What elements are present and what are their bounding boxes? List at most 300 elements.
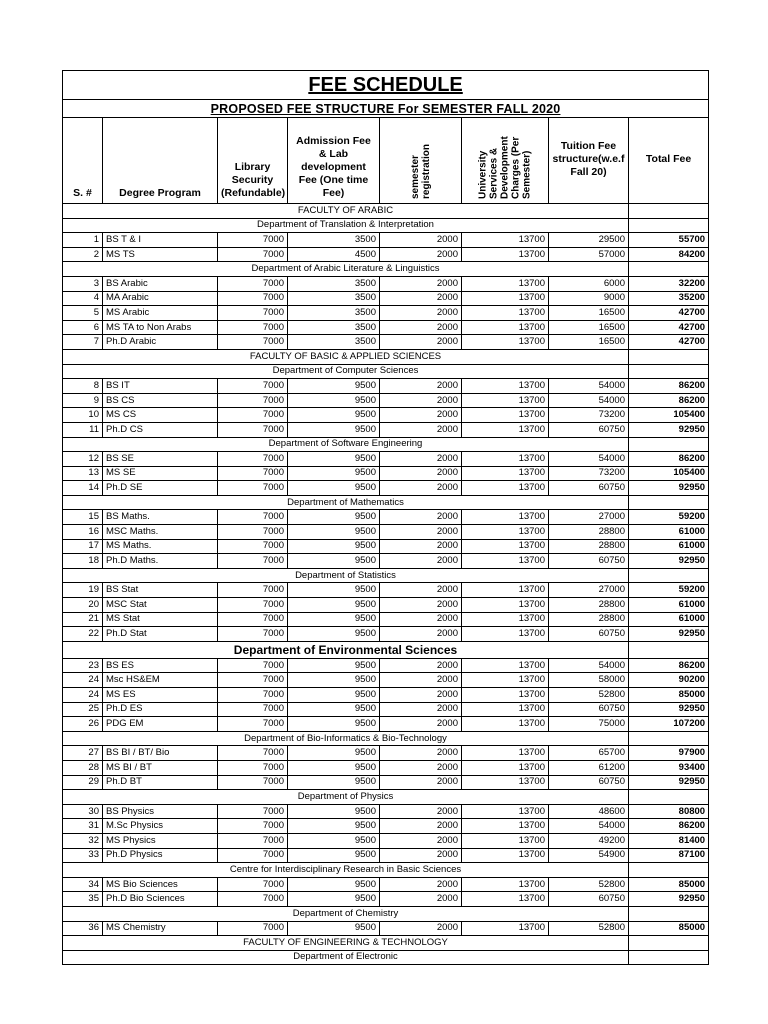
admission-cell: 9500 — [288, 717, 380, 732]
section-empty-cell — [629, 790, 709, 805]
sn-cell: 21 — [63, 612, 103, 627]
program-cell: Ph.D Physics — [103, 848, 218, 863]
program-cell: Ph.D ES — [103, 702, 218, 717]
sn-cell: 20 — [63, 598, 103, 613]
library-cell: 7000 — [218, 746, 288, 761]
total-cell: 92950 — [629, 627, 709, 642]
header-services-text: University Services & Development Charges (Per Semester) — [477, 136, 533, 199]
total-cell: 92950 — [629, 892, 709, 907]
program-cell: Ph.D BT — [103, 775, 218, 790]
total-cell: 107200 — [629, 717, 709, 732]
section-header-row — [63, 437, 709, 452]
sn-cell: 30 — [63, 804, 103, 819]
services-cell: 13700 — [462, 554, 549, 569]
admission-cell: 9500 — [288, 819, 380, 834]
section-header-row — [63, 863, 709, 878]
table-row — [63, 583, 709, 598]
library-cell: 7000 — [218, 658, 288, 673]
registration-cell: 2000 — [380, 481, 462, 496]
table-row — [63, 306, 709, 321]
sn-cell: 26 — [63, 717, 103, 732]
program-cell: MS CS — [103, 408, 218, 423]
library-cell: 7000 — [218, 775, 288, 790]
admission-cell: 9500 — [288, 892, 380, 907]
tuition-cell: 27000 — [549, 583, 629, 598]
library-cell: 7000 — [218, 320, 288, 335]
library-cell: 7000 — [218, 335, 288, 350]
program-cell: MS SE — [103, 466, 218, 481]
admission-cell: 9500 — [288, 422, 380, 437]
tuition-cell: 60750 — [549, 554, 629, 569]
admission-cell: 9500 — [288, 760, 380, 775]
header-admission: Admission Fee & Lab development Fee (One time Fee) — [288, 118, 380, 204]
table-row — [63, 673, 709, 688]
library-cell: 7000 — [218, 804, 288, 819]
program-cell: BS T & I — [103, 233, 218, 248]
total-cell: 42700 — [629, 320, 709, 335]
registration-cell: 2000 — [380, 673, 462, 688]
admission-cell: 9500 — [288, 746, 380, 761]
section-header-row — [63, 568, 709, 583]
section-title: FACULTY OF BASIC & APPLIED SCIENCES — [63, 349, 629, 364]
registration-cell: 2000 — [380, 379, 462, 394]
title-row — [63, 71, 709, 100]
library-cell: 7000 — [218, 393, 288, 408]
services-cell: 13700 — [462, 525, 549, 540]
tuition-cell: 58000 — [549, 673, 629, 688]
section-header-row — [63, 495, 709, 510]
registration-cell: 2000 — [380, 702, 462, 717]
total-cell: 105400 — [629, 408, 709, 423]
library-cell: 7000 — [218, 848, 288, 863]
table-row — [63, 702, 709, 717]
library-cell: 7000 — [218, 583, 288, 598]
library-cell: 7000 — [218, 921, 288, 936]
registration-cell: 2000 — [380, 291, 462, 306]
tuition-cell: 60750 — [549, 892, 629, 907]
admission-cell: 9500 — [288, 583, 380, 598]
admission-cell: 9500 — [288, 833, 380, 848]
table-row — [63, 510, 709, 525]
tuition-cell: 6000 — [549, 276, 629, 291]
program-cell: BS ES — [103, 658, 218, 673]
registration-cell: 2000 — [380, 306, 462, 321]
tuition-cell: 61200 — [549, 760, 629, 775]
tuition-cell: 28800 — [549, 539, 629, 554]
total-cell: 42700 — [629, 306, 709, 321]
sn-cell: 19 — [63, 583, 103, 598]
program-cell: Ph.D Maths. — [103, 554, 218, 569]
library-cell: 7000 — [218, 452, 288, 467]
table-row — [63, 466, 709, 481]
section-empty-cell — [629, 218, 709, 233]
program-cell: MA Arabic — [103, 291, 218, 306]
library-cell: 7000 — [218, 688, 288, 703]
total-cell: 61000 — [629, 612, 709, 627]
tuition-cell: 54000 — [549, 393, 629, 408]
registration-cell: 2000 — [380, 804, 462, 819]
total-cell: 86200 — [629, 819, 709, 834]
services-cell: 13700 — [462, 583, 549, 598]
table-row — [63, 848, 709, 863]
services-cell: 13700 — [462, 247, 549, 262]
program-cell: Ph.D CS — [103, 422, 218, 437]
total-cell: 92950 — [629, 481, 709, 496]
registration-cell: 2000 — [380, 466, 462, 481]
tuition-cell: 60750 — [549, 702, 629, 717]
admission-cell: 9500 — [288, 702, 380, 717]
registration-cell: 2000 — [380, 510, 462, 525]
registration-cell: 2000 — [380, 320, 462, 335]
table-row — [63, 760, 709, 775]
total-cell: 32200 — [629, 276, 709, 291]
sn-cell: 16 — [63, 525, 103, 540]
program-cell: MSC Maths. — [103, 525, 218, 540]
section-empty-cell — [629, 349, 709, 364]
section-header-row — [63, 349, 709, 364]
header-library: Library Security (Refundable) — [218, 118, 288, 204]
tuition-cell: 54000 — [549, 658, 629, 673]
section-empty-cell — [629, 863, 709, 878]
tuition-cell: 16500 — [549, 335, 629, 350]
section-title: Department of Chemistry — [63, 906, 629, 921]
total-cell: 92950 — [629, 775, 709, 790]
tuition-cell: 49200 — [549, 833, 629, 848]
tuition-cell: 75000 — [549, 717, 629, 732]
services-cell: 13700 — [462, 291, 549, 306]
table-row — [63, 717, 709, 732]
table-row — [63, 746, 709, 761]
program-cell: MS Stat — [103, 612, 218, 627]
tuition-cell: 9000 — [549, 291, 629, 306]
table-row — [63, 658, 709, 673]
tuition-cell: 52800 — [549, 877, 629, 892]
sn-cell: 33 — [63, 848, 103, 863]
section-title: FACULTY OF ENGINEERING & TECHNOLOGY — [63, 936, 629, 951]
section-header-row — [63, 364, 709, 379]
program-cell: MS Bio Sciences — [103, 877, 218, 892]
sn-cell: 18 — [63, 554, 103, 569]
section-title: Department of Statistics — [63, 568, 629, 583]
admission-cell: 3500 — [288, 291, 380, 306]
table-row — [63, 291, 709, 306]
admission-cell: 9500 — [288, 598, 380, 613]
registration-cell: 2000 — [380, 598, 462, 613]
section-header-row — [63, 262, 709, 277]
section-title: Department of Bio-Informatics & Bio-Technology — [63, 731, 629, 746]
services-cell: 13700 — [462, 877, 549, 892]
program-cell: PDG EM — [103, 717, 218, 732]
registration-cell: 2000 — [380, 775, 462, 790]
section-title: Centre for Interdisciplinary Research in Basic Sciences — [63, 863, 629, 878]
program-cell: MS Chemistry — [103, 921, 218, 936]
program-cell: BS Arabic — [103, 276, 218, 291]
header-tuition: Tuition Fee structure(w.e.f Fall 20) — [549, 118, 629, 204]
section-empty-cell — [629, 437, 709, 452]
services-cell: 13700 — [462, 848, 549, 863]
sn-cell: 11 — [63, 422, 103, 437]
library-cell: 7000 — [218, 466, 288, 481]
services-cell: 13700 — [462, 921, 549, 936]
section-title: FACULTY OF ARABIC — [63, 204, 629, 219]
section-empty-cell — [629, 641, 709, 658]
table-row — [63, 320, 709, 335]
fee-schedule-table — [62, 70, 709, 965]
sn-cell: 10 — [63, 408, 103, 423]
sn-cell: 28 — [63, 760, 103, 775]
total-cell: 85000 — [629, 688, 709, 703]
library-cell: 7000 — [218, 291, 288, 306]
total-cell: 93400 — [629, 760, 709, 775]
services-cell: 13700 — [462, 760, 549, 775]
sn-cell: 34 — [63, 877, 103, 892]
registration-cell: 2000 — [380, 877, 462, 892]
services-cell: 13700 — [462, 688, 549, 703]
admission-cell: 9500 — [288, 612, 380, 627]
program-cell: BS SE — [103, 452, 218, 467]
total-cell: 61000 — [629, 539, 709, 554]
sn-cell: 24 — [63, 688, 103, 703]
services-cell: 13700 — [462, 804, 549, 819]
sn-cell: 7 — [63, 335, 103, 350]
program-cell: Ph.D SE — [103, 481, 218, 496]
total-cell: 105400 — [629, 466, 709, 481]
total-cell: 42700 — [629, 335, 709, 350]
program-cell: MS Arabic — [103, 306, 218, 321]
admission-cell: 9500 — [288, 539, 380, 554]
total-cell: 55700 — [629, 233, 709, 248]
services-cell: 13700 — [462, 612, 549, 627]
admission-cell: 9500 — [288, 379, 380, 394]
admission-cell: 9500 — [288, 848, 380, 863]
sn-cell: 24 — [63, 673, 103, 688]
registration-cell: 2000 — [380, 583, 462, 598]
registration-cell: 2000 — [380, 717, 462, 732]
registration-cell: 2000 — [380, 554, 462, 569]
total-cell: 86200 — [629, 452, 709, 467]
registration-cell: 2000 — [380, 892, 462, 907]
library-cell: 7000 — [218, 819, 288, 834]
program-cell: Ph.D Stat — [103, 627, 218, 642]
table-row — [63, 422, 709, 437]
sn-cell: 25 — [63, 702, 103, 717]
admission-cell: 3500 — [288, 320, 380, 335]
library-cell: 7000 — [218, 702, 288, 717]
section-title: Department of Environmental Sciences — [63, 641, 629, 658]
services-cell: 13700 — [462, 819, 549, 834]
page-subtitle: PROPOSED FEE STRUCTURE For SEMESTER FALL 2020 — [63, 100, 709, 118]
services-cell: 13700 — [462, 775, 549, 790]
program-cell: Ph.D Bio Sciences — [103, 892, 218, 907]
registration-cell: 2000 — [380, 627, 462, 642]
registration-cell: 2000 — [380, 335, 462, 350]
services-cell: 13700 — [462, 481, 549, 496]
admission-cell: 9500 — [288, 481, 380, 496]
program-cell: BS Stat — [103, 583, 218, 598]
table-row — [63, 452, 709, 467]
tuition-cell: 52800 — [549, 688, 629, 703]
tuition-cell: 28800 — [549, 525, 629, 540]
subtitle-row — [63, 100, 709, 118]
library-cell: 7000 — [218, 554, 288, 569]
library-cell: 7000 — [218, 717, 288, 732]
admission-cell: 9500 — [288, 554, 380, 569]
section-header-row — [63, 218, 709, 233]
admission-cell: 3500 — [288, 233, 380, 248]
total-cell: 85000 — [629, 877, 709, 892]
table-row — [63, 775, 709, 790]
library-cell: 7000 — [218, 833, 288, 848]
library-cell: 7000 — [218, 276, 288, 291]
library-cell: 7000 — [218, 422, 288, 437]
library-cell: 7000 — [218, 306, 288, 321]
services-cell: 13700 — [462, 335, 549, 350]
tuition-cell: 60750 — [549, 481, 629, 496]
program-cell: BS CS — [103, 393, 218, 408]
admission-cell: 9500 — [288, 921, 380, 936]
total-cell: 86200 — [629, 658, 709, 673]
program-cell: Msc HS&EM — [103, 673, 218, 688]
library-cell: 7000 — [218, 408, 288, 423]
section-header-row — [63, 950, 709, 965]
services-cell: 13700 — [462, 702, 549, 717]
admission-cell: 9500 — [288, 452, 380, 467]
sn-cell: 32 — [63, 833, 103, 848]
library-cell: 7000 — [218, 510, 288, 525]
services-cell: 13700 — [462, 598, 549, 613]
admission-cell: 4500 — [288, 247, 380, 262]
services-cell: 13700 — [462, 452, 549, 467]
total-cell: 97900 — [629, 746, 709, 761]
section-header-row — [63, 906, 709, 921]
sn-cell: 9 — [63, 393, 103, 408]
sn-cell: 35 — [63, 892, 103, 907]
admission-cell: 9500 — [288, 525, 380, 540]
table-row — [63, 247, 709, 262]
library-cell: 7000 — [218, 233, 288, 248]
total-cell: 86200 — [629, 379, 709, 394]
sn-cell: 23 — [63, 658, 103, 673]
tuition-cell: 16500 — [549, 306, 629, 321]
program-cell: MS Maths. — [103, 539, 218, 554]
header-semester-registration-text: semester registration — [409, 143, 432, 199]
table-row — [63, 539, 709, 554]
registration-cell: 2000 — [380, 833, 462, 848]
services-cell: 13700 — [462, 673, 549, 688]
total-cell: 86200 — [629, 393, 709, 408]
admission-cell: 3500 — [288, 276, 380, 291]
services-cell: 13700 — [462, 627, 549, 642]
section-title: Department of Mathematics — [63, 495, 629, 510]
registration-cell: 2000 — [380, 760, 462, 775]
registration-cell: 2000 — [380, 233, 462, 248]
services-cell: 13700 — [462, 510, 549, 525]
services-cell: 13700 — [462, 233, 549, 248]
admission-cell: 3500 — [288, 335, 380, 350]
tuition-cell: 73200 — [549, 408, 629, 423]
total-cell: 61000 — [629, 525, 709, 540]
section-title: Department of Arabic Literature & Linguistics — [63, 262, 629, 277]
program-cell: MS TS — [103, 247, 218, 262]
library-cell: 7000 — [218, 539, 288, 554]
services-cell: 13700 — [462, 892, 549, 907]
table-row — [63, 598, 709, 613]
admission-cell: 9500 — [288, 510, 380, 525]
tuition-cell: 73200 — [549, 466, 629, 481]
registration-cell: 2000 — [380, 422, 462, 437]
header-sn: S. # — [63, 118, 103, 204]
sn-cell: 5 — [63, 306, 103, 321]
sn-cell: 27 — [63, 746, 103, 761]
program-cell: BS Maths. — [103, 510, 218, 525]
tuition-cell: 28800 — [549, 598, 629, 613]
section-title: Department of Translation & Interpretation — [63, 218, 629, 233]
section-header-row — [63, 731, 709, 746]
table-row — [63, 819, 709, 834]
program-cell: MS ES — [103, 688, 218, 703]
sn-cell: 29 — [63, 775, 103, 790]
registration-cell: 2000 — [380, 247, 462, 262]
library-cell: 7000 — [218, 877, 288, 892]
section-empty-cell — [629, 936, 709, 951]
sn-cell: 17 — [63, 539, 103, 554]
sn-cell: 31 — [63, 819, 103, 834]
registration-cell: 2000 — [380, 276, 462, 291]
registration-cell: 2000 — [380, 921, 462, 936]
total-cell: 92950 — [629, 702, 709, 717]
table-row — [63, 804, 709, 819]
sn-cell: 1 — [63, 233, 103, 248]
tuition-cell: 29500 — [549, 233, 629, 248]
services-cell: 13700 — [462, 466, 549, 481]
registration-cell: 2000 — [380, 688, 462, 703]
section-title: Department of Software Engineering — [63, 437, 629, 452]
total-cell: 84200 — [629, 247, 709, 262]
services-cell: 13700 — [462, 276, 549, 291]
tuition-cell: 54000 — [549, 452, 629, 467]
section-empty-cell — [629, 731, 709, 746]
section-title: Department of Physics — [63, 790, 629, 805]
section-empty-cell — [629, 906, 709, 921]
section-header-row — [63, 936, 709, 951]
total-cell: 90200 — [629, 673, 709, 688]
services-cell: 13700 — [462, 320, 549, 335]
services-cell: 13700 — [462, 393, 549, 408]
sn-cell: 36 — [63, 921, 103, 936]
section-empty-cell — [629, 262, 709, 277]
table-row — [63, 276, 709, 291]
registration-cell: 2000 — [380, 393, 462, 408]
tuition-cell: 60750 — [549, 422, 629, 437]
library-cell: 7000 — [218, 379, 288, 394]
program-cell: MS Physics — [103, 833, 218, 848]
services-cell: 13700 — [462, 422, 549, 437]
program-cell: MS TA to Non Arabs — [103, 320, 218, 335]
tuition-cell: 60750 — [549, 775, 629, 790]
total-cell: 59200 — [629, 510, 709, 525]
registration-cell: 2000 — [380, 819, 462, 834]
tuition-cell: 54000 — [549, 379, 629, 394]
library-cell: 7000 — [218, 598, 288, 613]
sn-cell: 13 — [63, 466, 103, 481]
admission-cell: 9500 — [288, 673, 380, 688]
total-cell: 81400 — [629, 833, 709, 848]
table-row — [63, 833, 709, 848]
services-cell: 13700 — [462, 408, 549, 423]
services-cell: 13700 — [462, 379, 549, 394]
section-header-row — [63, 641, 709, 658]
admission-cell: 9500 — [288, 688, 380, 703]
